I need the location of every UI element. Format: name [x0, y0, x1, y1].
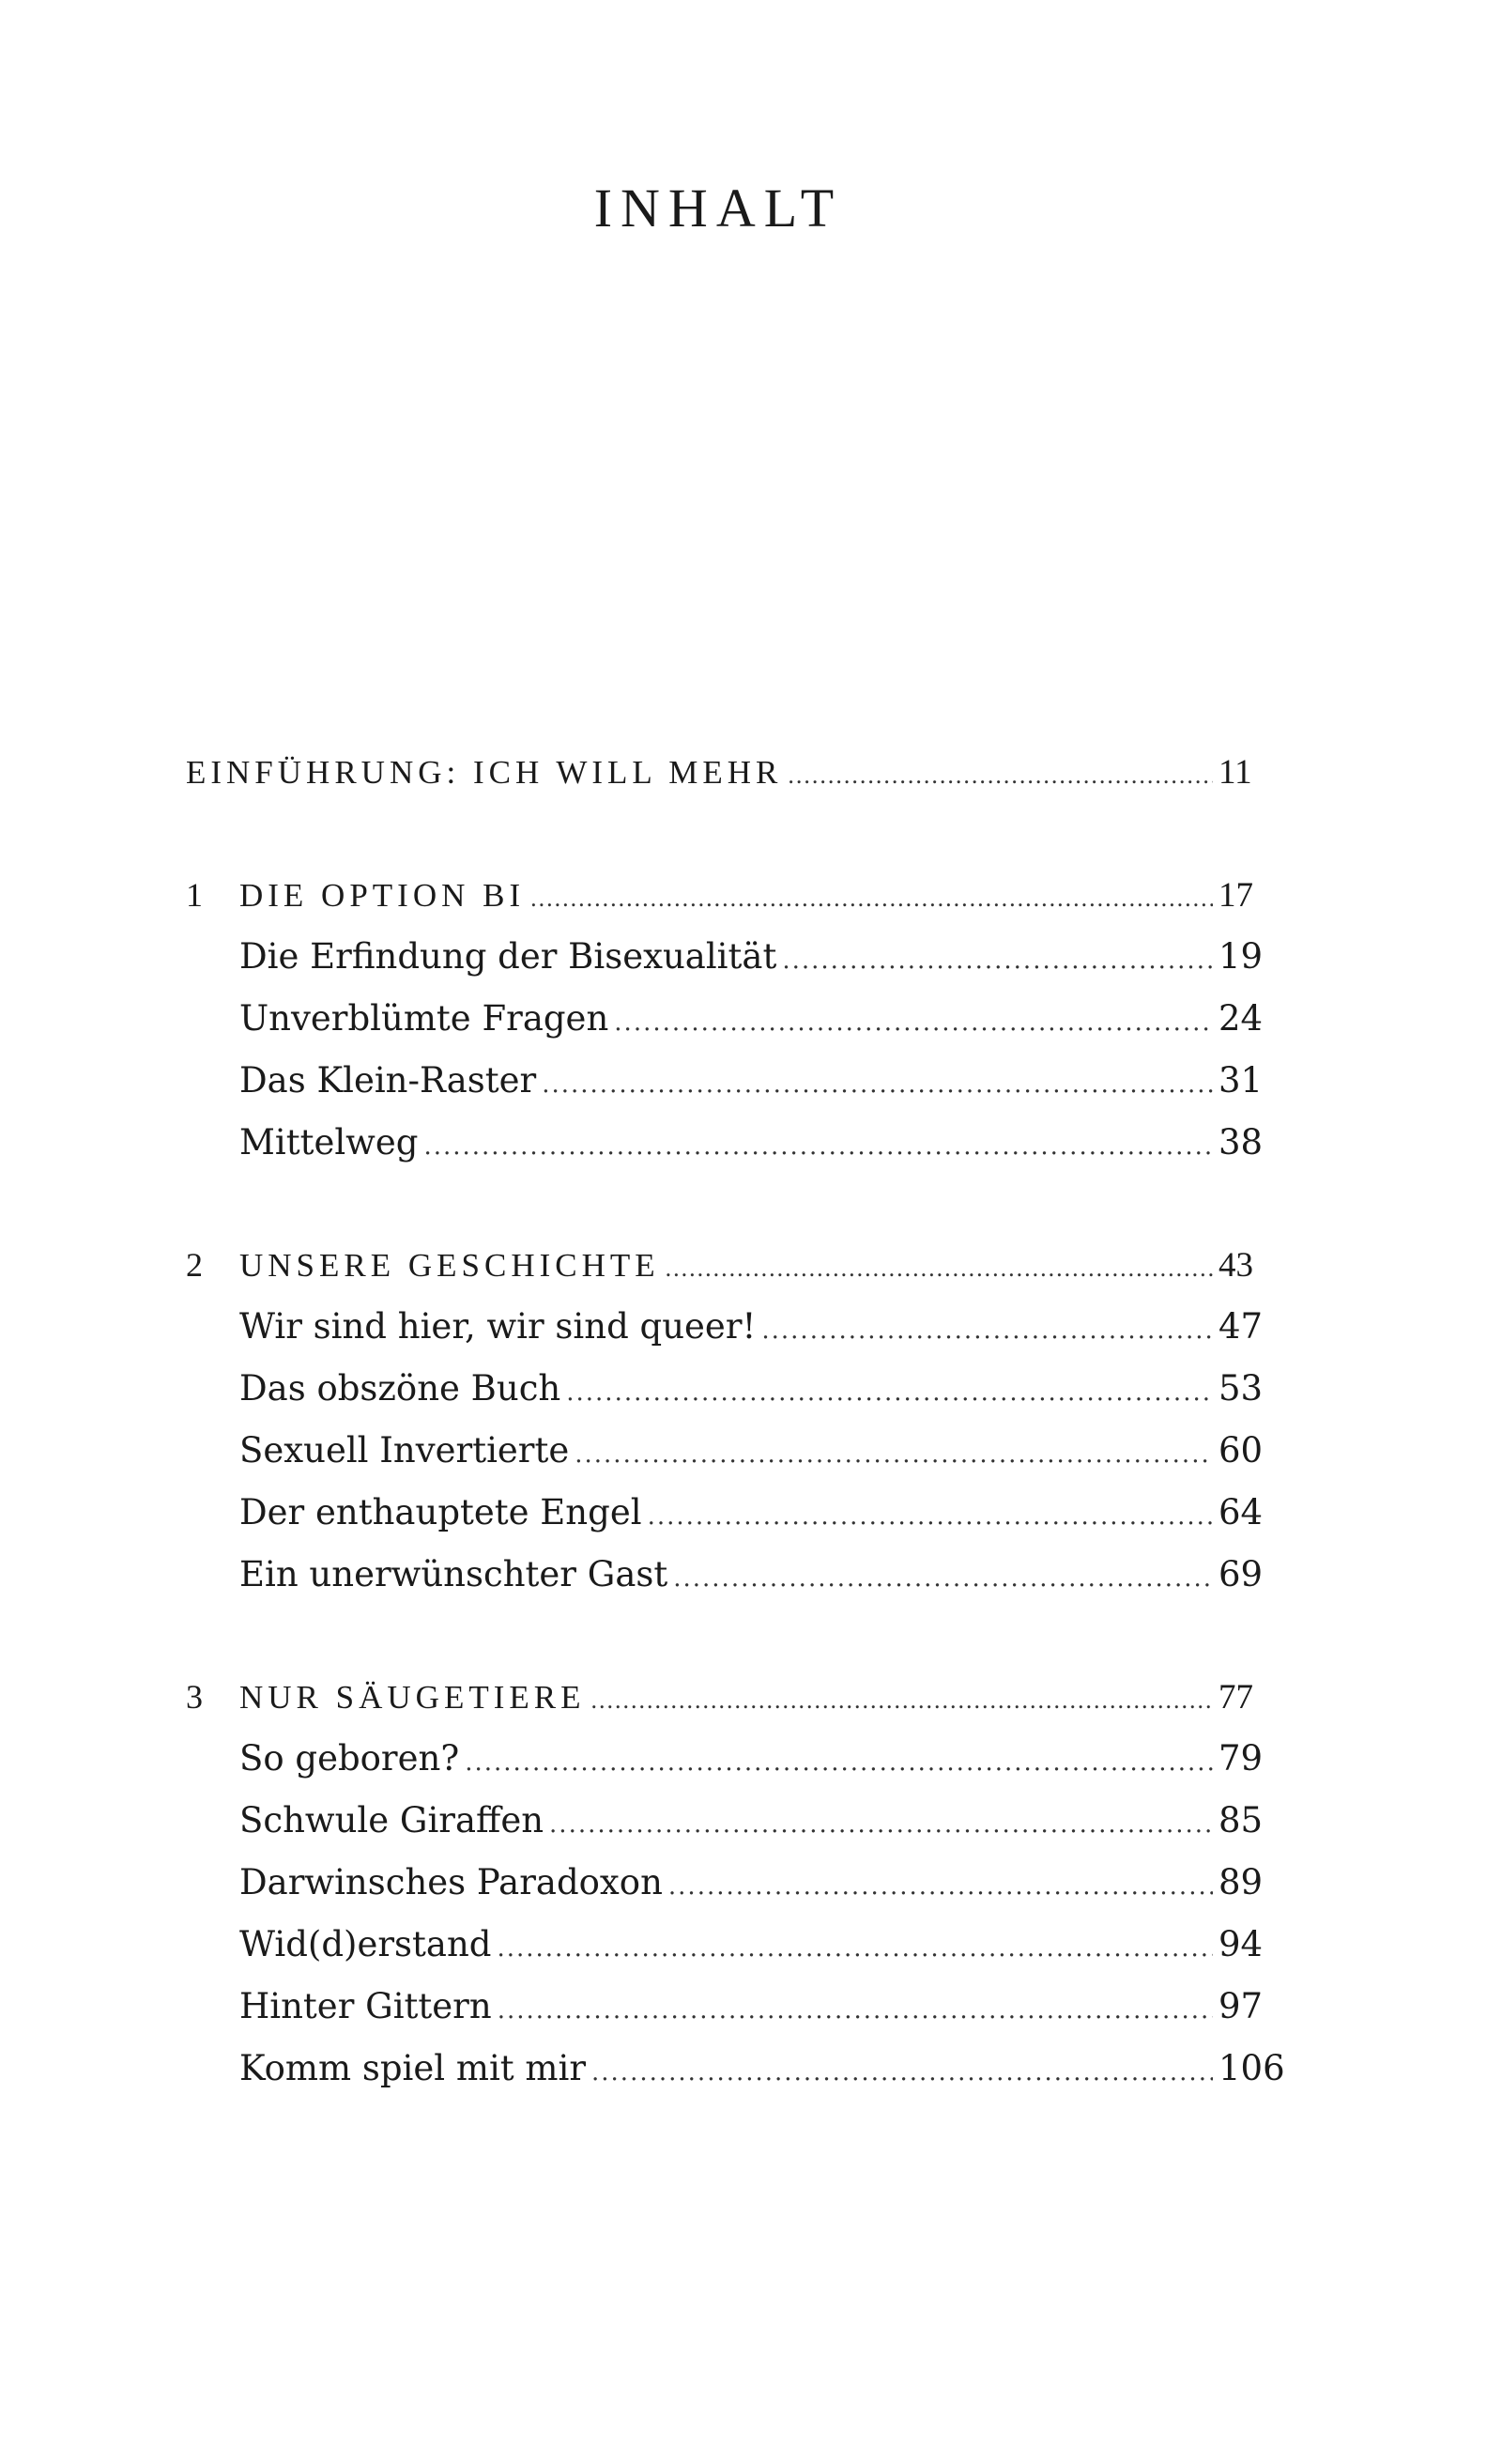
dot-leader — [590, 1670, 1213, 1732]
section-page-number: 31 — [1218, 1060, 1264, 1101]
toc-section-entry[interactable] — [186, 1790, 1264, 1852]
toc-section-entry[interactable] — [186, 1296, 1264, 1358]
dot-leader — [498, 1979, 1213, 2041]
toc-section-entry[interactable] — [186, 988, 1264, 1050]
dot-leader — [788, 745, 1213, 807]
toc-section-entry[interactable] — [186, 1420, 1264, 1482]
toc-section-entry[interactable] — [186, 1482, 1264, 1544]
toc-section-entry[interactable] — [186, 1544, 1264, 1606]
toc-section-entry[interactable] — [186, 1050, 1264, 1112]
section-page-number: 106 — [1218, 2048, 1285, 2088]
toc-chapter-entry[interactable] — [186, 1666, 1253, 1728]
section-title: Mittelweg — [239, 1122, 419, 1163]
dot-leader — [549, 1794, 1213, 1856]
dot-leader — [465, 1732, 1213, 1794]
toc-section-entry[interactable] — [186, 1852, 1264, 1914]
section-title: So geboren? — [239, 1738, 460, 1779]
section-title: Sexuell Invertierte — [239, 1430, 570, 1471]
dot-leader — [575, 1424, 1213, 1486]
toc-intro-entry[interactable] — [186, 742, 1252, 804]
chapter-group-3 — [186, 1666, 1285, 2100]
section-page-number: 38 — [1218, 1122, 1264, 1163]
chapter-number: 2 — [186, 1246, 203, 1284]
section-title: Die Erfindung der Bisexualität — [239, 936, 777, 977]
dot-leader — [530, 868, 1213, 930]
toc-section-entry[interactable] — [186, 1358, 1264, 1420]
section-page-number: 53 — [1218, 1368, 1264, 1409]
section-title: Wid(d)erstand — [239, 1924, 492, 1964]
section-title: Der enthauptete Engel — [239, 1492, 642, 1532]
dot-leader — [423, 1116, 1213, 1178]
section-page-number: 60 — [1218, 1430, 1264, 1471]
toc-section-entry[interactable] — [186, 1728, 1264, 1790]
toc-chapter-entry[interactable] — [186, 864, 1253, 926]
section-page-number: 47 — [1218, 1306, 1264, 1347]
section-title: Das obszöne Buch — [239, 1368, 561, 1409]
section-title: Das Klein-Raster — [239, 1060, 537, 1101]
chapter-page-number: 43 — [1218, 1246, 1253, 1285]
section-title: Hinter Gittern — [239, 1986, 492, 2026]
toc-section-entry[interactable] — [186, 1914, 1264, 1976]
toc-section-entry[interactable] — [186, 1112, 1264, 1174]
intro-page-number: 11 — [1218, 753, 1252, 792]
dot-leader — [566, 1362, 1213, 1424]
section-page-number: 69 — [1218, 1554, 1264, 1594]
section-title: Komm spiel mit mir — [239, 2048, 587, 2088]
section-page-number: 85 — [1218, 1800, 1264, 1840]
section-page-number: 79 — [1218, 1738, 1264, 1779]
chapter-page-number: 17 — [1218, 876, 1253, 915]
dot-leader — [668, 1856, 1213, 1917]
toc-section-entry[interactable] — [186, 2038, 1285, 2100]
dot-leader — [497, 1917, 1213, 1979]
section-page-number: 94 — [1218, 1924, 1264, 1964]
dot-leader — [782, 930, 1213, 992]
chapter-page-number: 77 — [1218, 1678, 1253, 1717]
dot-leader — [614, 992, 1213, 1054]
chapter-group-1 — [186, 864, 1264, 1174]
chapter-number: 3 — [186, 1678, 203, 1716]
chapter-title: NUR SÄUGETIERE — [239, 1679, 586, 1716]
dot-leader — [761, 1300, 1213, 1362]
table-of-contents — [186, 742, 1285, 2160]
dot-leader — [666, 1238, 1213, 1300]
section-page-number: 89 — [1218, 1862, 1264, 1902]
section-title: Darwinsches Paradoxon — [239, 1862, 663, 1902]
section-title: Ein unerwünschter Gast — [239, 1554, 668, 1594]
dot-leader — [673, 1548, 1213, 1609]
section-title: Schwule Giraffen — [239, 1800, 544, 1840]
chapter-group-2 — [186, 1234, 1264, 1606]
toc-chapter-entry[interactable] — [186, 1234, 1253, 1296]
section-page-number: 24 — [1218, 998, 1264, 1039]
chapter-title: UNSERE GESCHICHTE — [239, 1247, 660, 1284]
section-title: Unverblümte Fragen — [239, 998, 609, 1039]
chapter-number: 1 — [186, 876, 203, 914]
section-page-number: 97 — [1218, 1986, 1264, 2026]
toc-section-entry[interactable] — [186, 1976, 1264, 2038]
dot-leader — [542, 1054, 1213, 1116]
toc-section-entry[interactable] — [186, 926, 1264, 988]
dot-leader — [648, 1486, 1213, 1548]
section-page-number: 19 — [1218, 936, 1264, 977]
page-title: INHALT — [593, 177, 843, 239]
section-title: Wir sind hier, wir sind queer! — [239, 1306, 757, 1347]
intro-title: EINFÜHRUNG: ICH WILL MEHR — [186, 754, 783, 791]
section-page-number: 64 — [1218, 1492, 1264, 1532]
dot-leader — [591, 2041, 1213, 2103]
chapter-title: DIE OPTION BI — [239, 877, 526, 914]
